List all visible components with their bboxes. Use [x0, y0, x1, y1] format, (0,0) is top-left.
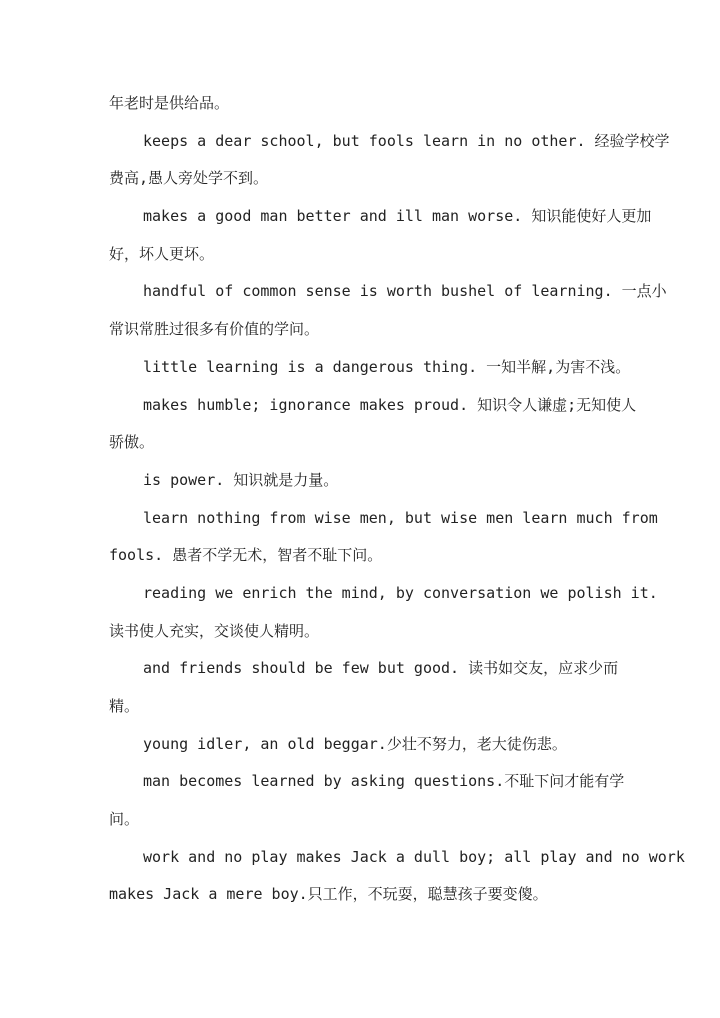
text-line: 问。 [109, 810, 140, 829]
text-line: fools. 愚者不学无术，智者不耻下问。 [109, 546, 383, 565]
text-line: handful of common sense is worth bushel of learning. 一点小 [143, 282, 667, 301]
paragraph [109, 656, 619, 731]
text-line: learn nothing from wise men, but wise men learn much from [143, 508, 658, 527]
text-line: makes a good man better and ill man worse. 知识能使好人更加 [143, 207, 652, 226]
paragraph [109, 506, 658, 581]
text-line: young idler, an old beggar.少壮不努力，老大徒伤悲。 [143, 734, 567, 753]
text-line: 年老时是供给品。 [109, 94, 230, 112]
paragraph [109, 732, 612, 770]
paragraph [109, 204, 652, 279]
text-line: 骄傲。 [109, 433, 155, 452]
paragraph [109, 845, 685, 920]
text-line: 好，坏人更坏。 [109, 244, 215, 263]
text-line: and friends should be few but good. 读书如交友，应求少而 [143, 659, 619, 678]
text-line: makes humble; ignorance makes proud. 知识令人谦虚;无知使人 [143, 395, 637, 414]
paragraph [109, 581, 658, 656]
text-line: 常识常胜过很多有价值的学问。 [109, 320, 320, 339]
paragraph [109, 393, 637, 468]
text-line: man becomes learned by asking questions.不耻下问才能有学 [143, 772, 625, 791]
text-line: 费高,愚人旁处学不到。 [109, 169, 269, 188]
document-body [109, 91, 685, 920]
paragraph [109, 91, 612, 129]
paragraph [109, 769, 625, 844]
text-line: keeps a dear school, but fools learn in no other. 经验学校学 [143, 131, 670, 150]
text-line: makes Jack a mere boy.只工作，不玩耍，聪慧孩子要变傻。 [109, 885, 548, 904]
paragraph [109, 129, 670, 204]
text-line: little learning is a dangerous thing. 一知半解,为害不浅。 [143, 357, 631, 376]
text-line: work and no play makes Jack a dull boy; all play and no work [143, 847, 685, 866]
paragraph [109, 355, 631, 393]
paragraph [109, 279, 667, 354]
text-line: 读书使人充实，交谈使人精明。 [109, 621, 320, 640]
text-line: 精。 [109, 697, 140, 715]
text-line: reading we enrich the mind, by conversation we polish it. [143, 583, 658, 602]
paragraph [109, 468, 612, 506]
text-line: is power. 知识就是力量。 [143, 470, 339, 489]
